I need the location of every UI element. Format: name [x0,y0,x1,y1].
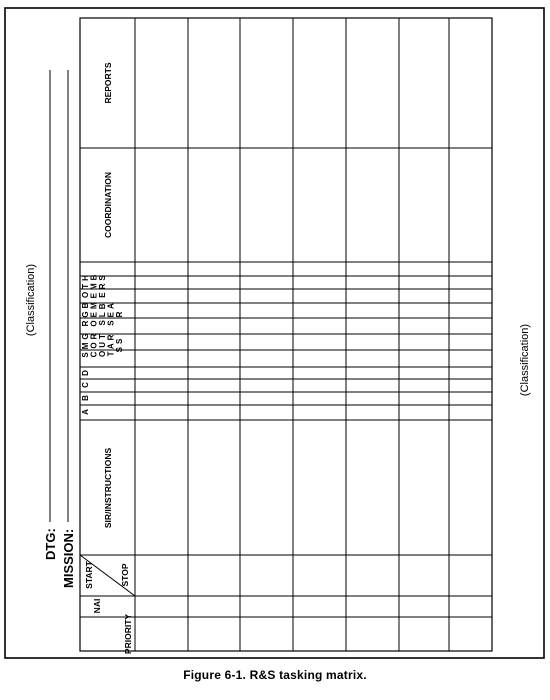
header-smg-line-3: TAR [106,331,116,357]
header-smg-line-4: SS [115,335,124,353]
mission-label: MISSION: [61,528,76,588]
header-c: C [81,382,90,388]
classification-side: (Classification) [519,323,531,397]
header-remarks-line-0: RGB [81,299,90,327]
header-sir-instructions: SIR/INSTRUCTIONS [103,447,113,529]
header-nai: NAI [92,598,102,614]
header-smg-line-2: OUT [98,331,107,357]
header-remarks-line-4: R [115,308,124,318]
figure-caption: Figure 6-1. R&S tasking matrix. [183,668,367,682]
header-other-line-2: ERS [98,272,107,298]
header-stop: STOP [120,563,130,587]
header-other-line-0: OTH [81,272,90,298]
classification-top: (Classification) [25,263,37,337]
column-separators [80,148,492,617]
dtg-label: DTG: [43,528,58,560]
header-coordination: COORDINATION [103,172,113,238]
header-smg-line-0: SMG [81,330,90,358]
header-priority: PRIORITY [123,613,133,655]
header-start: START [84,561,94,589]
header-remarks-line-1: OEM [89,299,99,327]
header-other-line-1: EMB [89,271,99,299]
header-remarks-line-3: SEA [106,300,116,326]
header-d: D [81,370,90,376]
header-smg-line-1: COR [89,330,99,358]
header-remarks-line-2: SLB [98,300,107,326]
header-b: B [81,395,90,401]
smg-headers [81,272,124,358]
header-reports: REPORTS [103,62,113,104]
header-a: A [81,409,90,415]
